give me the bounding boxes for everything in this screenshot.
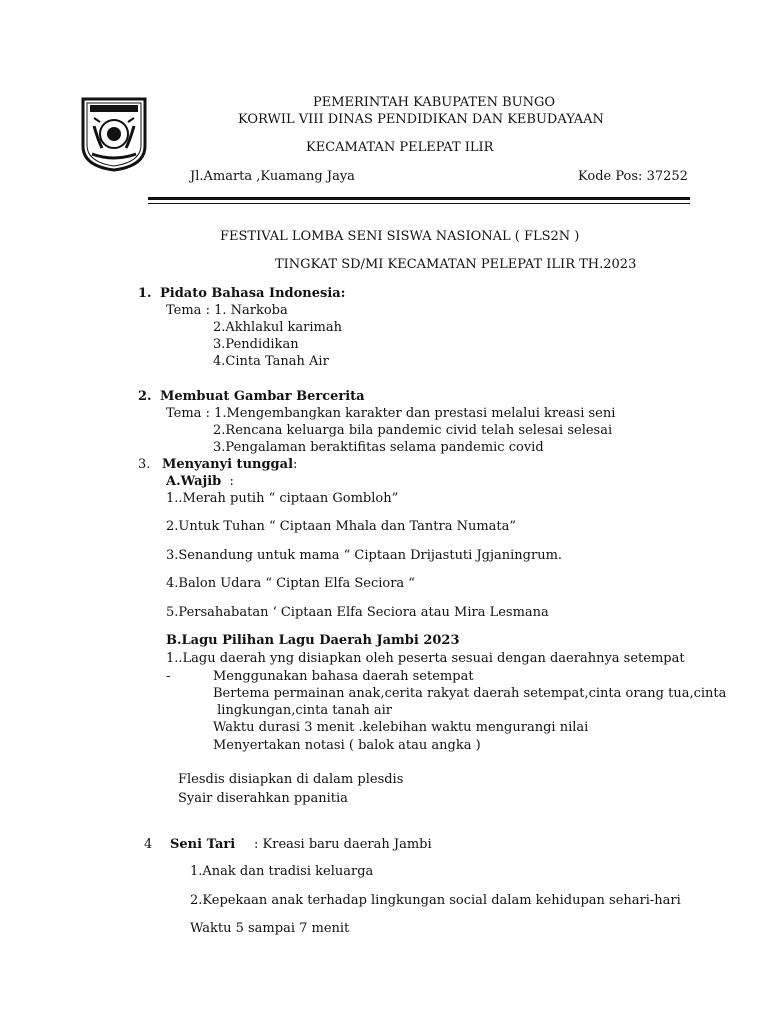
section-2-number: 2. bbox=[138, 389, 152, 404]
wajib-song: 1..Merah putih “ ciptaan Gombloh” bbox=[166, 491, 399, 506]
section-4-description: : Kreasi baru daerah Jambi bbox=[254, 837, 432, 852]
section-1-heading: Pidato Bahasa Indonesia: bbox=[160, 286, 346, 301]
section-3-note: Syair diserahkan ppanitia bbox=[178, 791, 348, 806]
section-2-heading: Membuat Gambar Bercerita bbox=[160, 389, 365, 404]
header-line-3: KECAMATAN PELEPAT ILIR bbox=[306, 140, 494, 155]
header-line-2: KORWIL VIII DINAS PENDIDIKAN DAN KEBUDAYAAN bbox=[238, 112, 604, 127]
header-address: Jl.Amarta ,Kuamang Jaya bbox=[190, 169, 355, 184]
pilihan-rule: Waktu durasi 3 menit .kelebihan waktu mengurangi nilai bbox=[213, 720, 589, 735]
section-4-duration: Waktu 5 sampai 7 menit bbox=[190, 921, 350, 936]
header-divider-thick bbox=[148, 197, 690, 200]
section-3-heading: Menyanyi tunggal bbox=[162, 457, 294, 472]
wajib-song: 5.Persahabatan ‘ Ciptaan Elfa Seciora atau Mira Lesmana bbox=[166, 605, 549, 620]
section-3-number: 3. bbox=[138, 457, 151, 472]
section-2-tema: Tema : 1.Mengembangkan karakter dan prestasi melalui kreasi seni bbox=[166, 406, 616, 421]
section-4-heading: Seni Tari bbox=[170, 837, 236, 852]
rules-dash: - bbox=[166, 669, 171, 684]
section-1-item: 4.Cinta Tanah Air bbox=[213, 354, 329, 369]
header-divider-thin bbox=[148, 203, 690, 204]
wajib-song: 3.Senandung untuk mama “ Ciptaan Drijastuti Jgjaningrum. bbox=[166, 548, 563, 563]
pilihan-intro: 1..Lagu daerah yng disiapkan oleh peserta sesuai dengan daerahnya setempat bbox=[166, 651, 685, 666]
section-3-note: Flesdis disiapkan di dalam plesdis bbox=[178, 772, 404, 787]
section-2-item: 2.Rencana keluarga bila pandemic civid telah selesai selesai bbox=[213, 423, 613, 438]
section-1-item: 2.Akhlakul karimah bbox=[213, 320, 342, 335]
wajib-song: 4.Balon Udara “ Ciptan Elfa Seciora “ bbox=[166, 576, 415, 591]
section-2-item: 3.Pengalaman beraktifitas selama pandemic covid bbox=[213, 440, 544, 455]
pilihan-rule: Menyertakan notasi ( balok atau angka ) bbox=[213, 738, 481, 753]
section-1-item: 3.Pendidikan bbox=[213, 337, 299, 352]
pilihan-rule: Bertema permainan anak,cerita rakyat daerah setempat,cinta orang tua,cinta bbox=[213, 686, 727, 701]
header-line-1: PEMERINTAH KABUPATEN BUNGO bbox=[312, 95, 556, 110]
document-title: FESTIVAL LOMBA SENI SISWA NASIONAL ( FLS2N ) bbox=[220, 229, 580, 244]
section-1-tema: Tema : 1. Narkoba bbox=[166, 303, 288, 318]
wajib-song: 2.Untuk Tuhan “ Ciptaan Mhala dan Tantra Numata” bbox=[166, 519, 517, 534]
document-subtitle: TINGKAT SD/MI KECAMATAN PELEPAT ILIR TH.2023 bbox=[275, 257, 637, 272]
section-4-number: 4 bbox=[144, 837, 153, 852]
section-3-colon: : bbox=[293, 457, 298, 472]
pilihan-label: B.Lagu Pilihan Lagu Daerah Jambi 2023 bbox=[166, 633, 460, 648]
wajib-colon: : bbox=[221, 474, 234, 489]
wajib-label: A.Wajib bbox=[166, 474, 222, 489]
section-4-item: 2.Kepekaan anak terhadap lingkungan social dalam kehidupan sehari-hari bbox=[190, 893, 681, 908]
pilihan-rule: lingkungan,cinta tanah air bbox=[213, 703, 392, 718]
section-1-number: 1. bbox=[138, 286, 152, 301]
pilihan-rule: Menggunakan bahasa daerah setempat bbox=[213, 669, 474, 684]
section-4-item: 1.Anak dan tradisi keluarga bbox=[190, 864, 374, 879]
header-postal-code: Kode Pos: 37252 bbox=[578, 169, 688, 184]
